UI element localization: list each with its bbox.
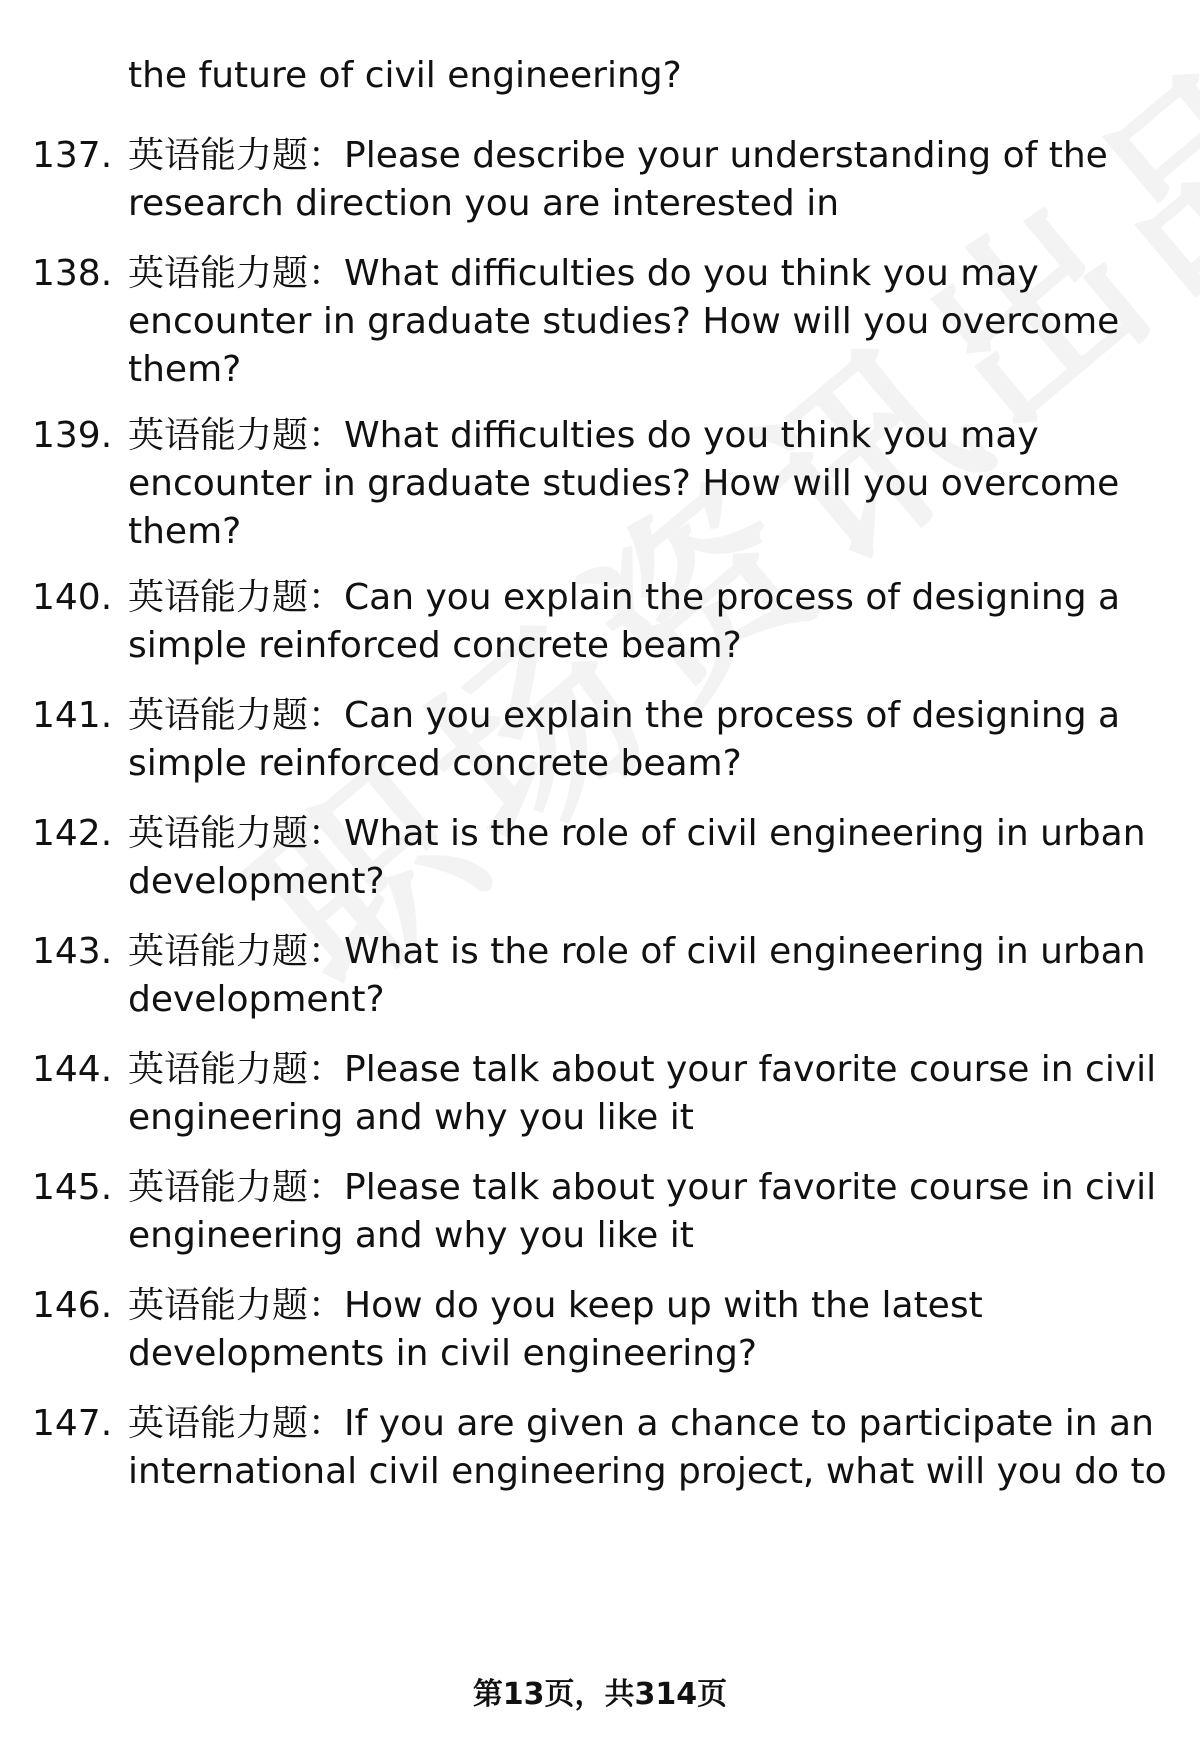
question-line: 英语能力题：Please talk about your favorite course in civil [128,1049,1157,1090]
question-text [128,810,1146,906]
question-text [128,1400,1167,1496]
question-line: 英语能力题：What difficulties do you think you may [128,415,1039,456]
question-line: simple reinforced concrete beam? [128,625,742,666]
question-number: 144. [32,1049,113,1090]
question-line: research direction you are interested in [128,183,840,224]
question-line: encounter in graduate studies? How will you overcome [128,301,1120,342]
question-line: 英语能力题：Can you explain the process of designing a [128,577,1121,618]
question-line: 英语能力题：What is the role of civil engineering in urban [128,813,1146,854]
question-line: developments in civil engineering? [128,1333,757,1374]
question-line: international civil engineering project, what will you do to [128,1451,1167,1492]
question-number: 145. [32,1167,113,1208]
question-number: 142. [32,813,113,854]
question-number: 147. [32,1403,113,1444]
question-line: engineering and why you like it [128,1215,694,1256]
question-number: 143. [32,931,113,972]
question-line: development? [128,979,385,1020]
question-line: simple reinforced concrete beam? [128,743,742,784]
question-line: 英语能力题：What difficulties do you think you may [128,253,1039,294]
question-line: them? [128,511,242,552]
question-number: 140. [32,577,113,618]
question-number: 146. [32,1285,113,1326]
question-text [128,412,1128,556]
question-line: 英语能力题：Please describe your understanding of the [128,135,1108,176]
question-line: 英语能力题：Can you explain the process of designing a [128,695,1121,736]
question-text [128,692,1128,788]
question-number: 141. [32,695,113,736]
question-text [128,1046,1157,1142]
question-text [128,928,1146,1024]
question-text [128,1282,1128,1378]
question-text [128,132,1128,228]
continued-line: the future of civil engineering? [128,55,682,96]
page-footer: 第13页，共314页 [472,1677,728,1712]
question-number: 138. [32,253,113,294]
question-line: 英语能力题：How do you keep up with the latest [128,1285,983,1326]
question-text [128,1164,1157,1260]
question-text [128,574,1128,670]
question-line: 英语能力题：What is the role of civil engineering in urban [128,931,1146,972]
question-line: encounter in graduate studies? How will you overcome [128,463,1120,504]
question-text [128,250,1128,394]
question-number: 139. [32,415,113,456]
question-line: them? [128,349,242,390]
question-number: 137. [32,135,113,176]
question-line: development? [128,861,385,902]
question-line: 英语能力题：Please talk about your favorite course in civil [128,1167,1157,1208]
question-line: 英语能力题：If you are given a chance to participate in an [128,1403,1154,1444]
question-line: engineering and why you like it [128,1097,694,1138]
